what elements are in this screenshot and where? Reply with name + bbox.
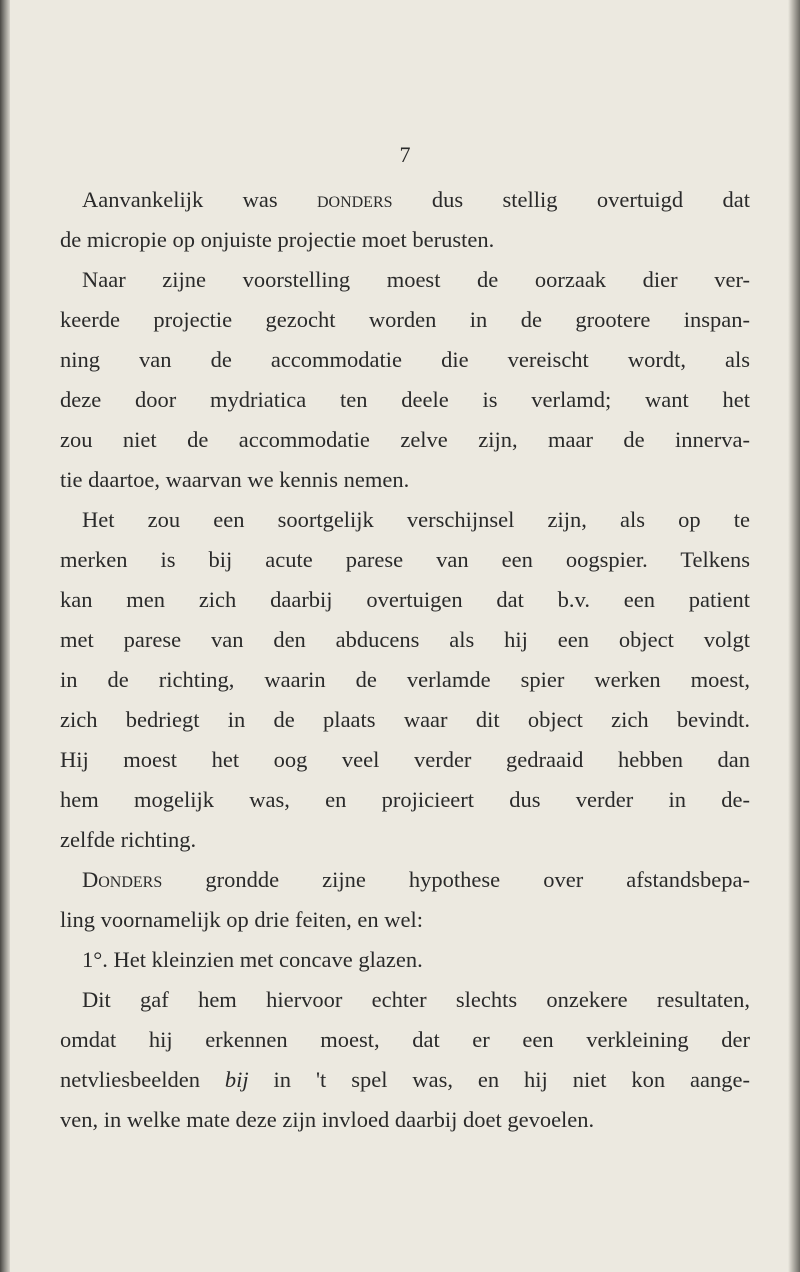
text-line — [60, 1020, 750, 1060]
text-line — [60, 820, 750, 860]
text-run: omdat hij erkennen moest, dat er een verkleining der — [60, 1027, 750, 1052]
text-run: Aanvankelijk was — [82, 187, 317, 212]
page-number: 7 — [399, 142, 411, 167]
text-run: netvliesbeelden — [60, 1067, 225, 1092]
text-line — [60, 620, 750, 660]
text-line — [60, 380, 750, 420]
text-line — [60, 420, 750, 460]
text-run: in 't spel was, en hij niet kon aange- — [248, 1067, 750, 1092]
text-run: deze door mydriatica ten deele is verlamd; want het — [60, 387, 750, 412]
text-run: ven, in welke mate deze zijn invloed daarbij doet gevoelen. — [60, 1107, 595, 1132]
text-line — [60, 980, 750, 1020]
text-line — [60, 740, 750, 780]
text-line — [60, 540, 750, 580]
text-line — [60, 340, 750, 380]
text-run: ling voornamelijk op drie feiten, en wel: — [60, 907, 424, 932]
page-edge-shadow — [788, 0, 800, 1272]
text-run: keerde projectie gezocht worden in de grootere inspan- — [60, 307, 750, 332]
text-run: grondde zijne hypothese over afstandsbepa- — [162, 867, 750, 892]
text-run: Donders — [82, 867, 163, 892]
text-line — [60, 500, 750, 540]
text-run: zou niet de accommodatie zelve zijn, maar de innerva- — [60, 427, 750, 452]
text-line — [60, 180, 750, 220]
text-line — [60, 220, 750, 260]
text-run: in de richting, waarin de verlamde spier werken moest, — [60, 667, 750, 692]
text-run: zelfde richting. — [60, 827, 197, 852]
text-run: zich bedriegt in de plaats waar dit object zich bevindt. — [60, 707, 750, 732]
text-run: Hij moest het oog veel verder gedraaid hebben dan — [60, 747, 750, 772]
text-line — [60, 860, 750, 900]
text-line — [60, 260, 750, 300]
book-spine-shadow — [0, 0, 10, 1272]
text-run: 1°. Het kleinzien met concave glazen. — [82, 947, 423, 972]
text-run: bij — [224, 1067, 249, 1092]
text-run: hem mogelijk was, en projicieert dus verder in de- — [60, 787, 750, 812]
text-run: ning van de accommodatie die vereischt wordt, als — [60, 347, 750, 372]
text-line — [60, 660, 750, 700]
body-text — [60, 180, 750, 1140]
text-run: dus stellig overtuigd dat — [392, 187, 750, 212]
text-line — [60, 580, 750, 620]
book-page — [60, 0, 750, 1272]
text-run: tie daartoe, waarvan we kennis nemen. — [60, 467, 410, 492]
text-line — [60, 460, 750, 500]
text-run: Dit gaf hem hiervoor echter slechts onzekere resultaten, — [82, 987, 750, 1012]
text-run: Naar zijne voorstelling moest de oorzaak dier ver- — [82, 267, 750, 292]
text-line — [60, 1100, 750, 1140]
text-line — [60, 780, 750, 820]
text-line — [60, 700, 750, 740]
text-run: met parese van den abducens als hij een object volgt — [60, 627, 750, 652]
text-line — [60, 1060, 750, 1100]
text-run: merken is bij acute parese van een oogspier. Telkens — [60, 547, 750, 572]
text-run: de micropie op onjuiste projectie moet berusten. — [60, 227, 495, 252]
text-run: kan men zich daarbij overtuigen dat b.v. een patient — [60, 587, 750, 612]
text-run: donders — [316, 187, 393, 212]
text-line — [60, 300, 750, 340]
text-line — [60, 940, 750, 980]
text-run: Het zou een soortgelijk verschijnsel zijn, als op te — [82, 507, 750, 532]
text-line — [60, 900, 750, 940]
